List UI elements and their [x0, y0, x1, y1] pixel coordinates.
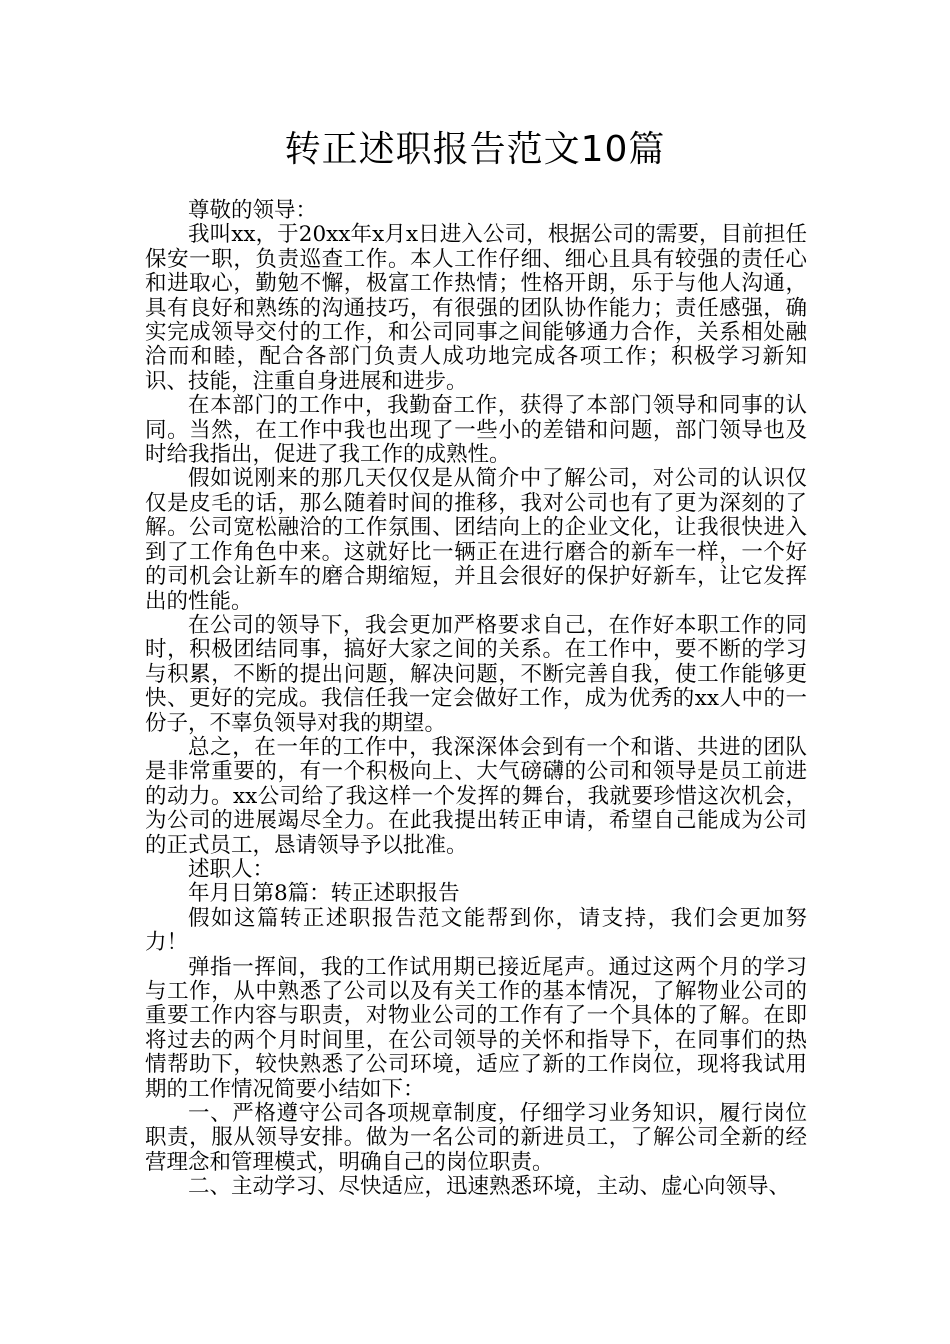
- salutation: 尊敬的领导：: [188, 198, 318, 223]
- paragraph-intro: 我叫xx，于20xx年x月x日进入公司，根据公司的需要，目前担任保安一职，负责巡查工作。本人工作仔细、细心且具有较强的责任心和进取心，勤勉不懈，极富工作热情；性格开朗，乐于与他人沟通，具有良好和熟练的沟通技巧，有很强的团队协作能力；责任感强，确实完成领导交付的工作，和公司同事之间能够通力合作，关系相处融洽而和睦，配合各部门负责人成功地完成各项工作；积极学习新知识、技能，注重自身进展和进步。: [145, 222, 807, 394]
- list-item-one: 一、严格遵守公司各项规章制度，仔细学习业务知识，履行岗位职责，服从领导安排。做为一名公司的新进员工，了解公司全新的经营理念和管理模式，明确自己的岗位职责。: [145, 1101, 807, 1175]
- support-note: 假如这篇转正述职报告范文能帮到你，请支持，我们会更加努力！: [145, 905, 807, 956]
- document-body: [145, 199, 807, 1200]
- signature-line: 述职人：: [188, 856, 275, 882]
- paragraph-department: 在本部门的工作中，我勤奋工作，获得了本部门领导和同事的认同。当然，在工作中我也出现了一些小的差错和问题，部门领导也及时给我指出，促进了我工作的成熟性。: [145, 393, 807, 468]
- list-item-two: 二、主动学习、尽快适应，迅速熟悉环境，主动、虚心向领导、: [188, 1174, 791, 1200]
- paragraph-understanding: 假如说刚来的那几天仅仅是从简介中了解公司，对公司的认识仅仅是皮毛的话，那么随着时间的推移，我对公司也有了更为深刻的了解。公司宽松融洽的工作氛围、团结向上的企业文化，让我很快进入到了工作角色中来。这就好比一辆正在进行磨合的新车一样，一个好的司机会让新车的磨合期缩短，并且会很好的保护好新车，让它发挥出的性能。: [145, 466, 807, 614]
- document-title: 转正述职报告范文10篇: [284, 129, 666, 170]
- paragraph-summary: 总之，在一年的工作中，我深深体会到有一个和谐、共进的团队是非常重要的，有一个积极向上、大气磅礴的公司和领导是员工前进的动力。xx公司给了我这样一个发挥的舞台，我就要珍惜这次机会，为公司的进展竭尽全力。在此我提出转正申请，希望自己能成为公司的正式员工，恳请领导予以批准。: [145, 734, 807, 858]
- date-and-section-heading: 年月日第8篇：转正述职报告: [188, 881, 460, 907]
- paragraph-commitment: 在公司的领导下，我会更加严格要求自己，在作好本职工作的同时，积极团结同事，搞好大家之间的关系。在工作中，要不断的学习与积累，不断的提出问题，解决问题，不断完善自我，使工作能够更快、更好的完成。我信任我一定会做好工作，成为优秀的xx人中的一份子，不辜负领导对我的期望。: [145, 612, 807, 736]
- paragraph-probation-intro: 弹指一挥间，我的工作试用期已接近尾声。通过这两个月的学习与工作，从中熟悉了公司以及有关工作的基本情况，了解物业公司的重要工作内容与职责，对物业公司的工作有了一个具体的了解。在即将过去的两个月时间里，在公司领导的关怀和指导下，在同事们的热情帮助下，较快熟悉了公司环境，适应了新的工作岗位，现将我试用期的工作情况简要小结如下：: [145, 954, 807, 1102]
